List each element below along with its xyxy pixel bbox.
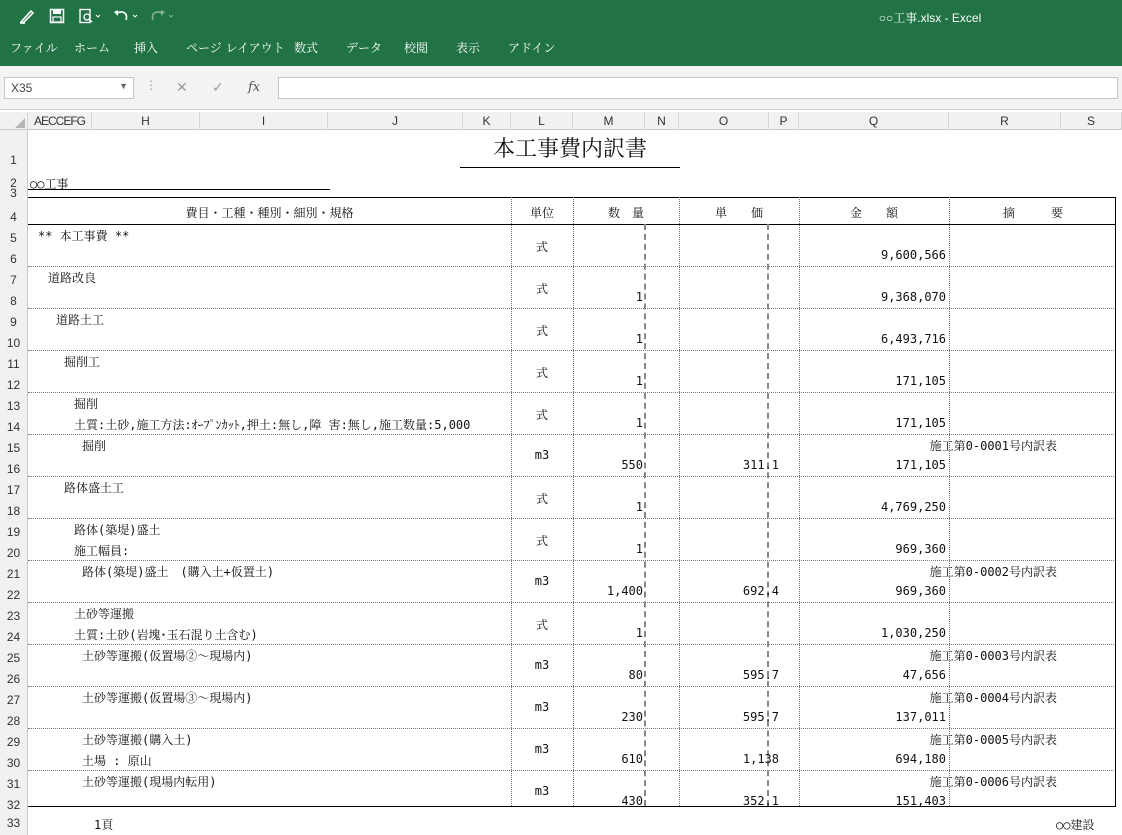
item-price: 352.1	[742, 794, 779, 808]
select-all-button[interactable]	[0, 112, 28, 130]
item-detail: 施工幅員:	[74, 544, 130, 558]
item-name: 土砂等運搬(現場内転用)	[82, 775, 217, 789]
row-separator	[28, 476, 1116, 477]
row-separator	[28, 560, 1116, 561]
item-amount: 969,360	[895, 542, 946, 556]
item-qty: 1,400	[606, 584, 643, 598]
project-name: ○○工事	[30, 177, 69, 191]
column-header[interactable]: M	[573, 112, 645, 130]
row-separator	[28, 308, 1116, 309]
item-unit: 式	[535, 282, 548, 296]
insert-function-icon[interactable]: fx	[248, 80, 261, 95]
row-header[interactable]: 17	[6, 483, 21, 497]
item-detail: 土質:土砂(岩塊･玉石混り土含む)	[74, 628, 258, 642]
item-qty: 1	[635, 290, 643, 304]
enter-icon[interactable]: ✓	[212, 80, 224, 96]
item-qty: 1	[635, 374, 643, 388]
header-note: 摘 要	[1002, 206, 1063, 220]
name-box-dropdown-icon[interactable]: ▼	[119, 81, 128, 91]
worksheet[interactable]	[28, 130, 1122, 835]
column-headers	[0, 112, 1122, 130]
item-unit: 式	[535, 618, 548, 632]
item-unit: 式	[535, 366, 548, 380]
cancel-icon[interactable]: ✕	[176, 80, 188, 96]
item-name: 路体盛土工	[64, 481, 125, 495]
row-separator	[28, 392, 1116, 393]
row-header[interactable]: 13	[6, 399, 21, 413]
item-name: 道路土工	[56, 313, 105, 327]
row-header[interactable]: 7	[10, 273, 17, 287]
item-unit: m3	[534, 574, 550, 588]
column-header[interactable]: L	[511, 112, 573, 130]
row-headers	[0, 130, 28, 835]
item-unit: 式	[535, 324, 548, 338]
column-header[interactable]: O	[679, 112, 769, 130]
name-box[interactable]	[4, 77, 134, 99]
item-qty: 1	[635, 626, 643, 640]
item-price: 595.7	[742, 668, 779, 682]
item-price: 595.7	[742, 710, 779, 724]
header-unit: 単位	[529, 206, 554, 220]
tab-formulas[interactable]: 数式	[294, 41, 319, 55]
title-underline	[460, 167, 680, 168]
item-name: 掘削	[74, 397, 99, 411]
row-separator	[28, 434, 1116, 435]
item-note: 施工第0-0005号内訳表	[929, 733, 1057, 747]
tab-home[interactable]: ホーム	[74, 41, 111, 55]
item-name: ** 本工事費 **	[38, 229, 130, 243]
item-amount: 171,105	[895, 416, 946, 430]
row-header[interactable]: 16	[6, 462, 21, 476]
row-header[interactable]: 29	[6, 735, 21, 749]
item-name: 土砂等運搬(仮置場②～現場内)	[82, 649, 253, 663]
item-unit: m3	[534, 742, 550, 756]
item-note: 施工第0-0002号内訳表	[929, 565, 1057, 579]
header-amount: 金 額	[849, 206, 898, 220]
item-amount: 171,105	[895, 374, 946, 388]
row-header[interactable]: 6	[10, 252, 17, 266]
row-header[interactable]: 9	[10, 315, 17, 329]
item-detail: 土質:土砂,施工方法:ｵｰﾌﾟﾝｶｯﾄ,押土:無し,障 害:無し,施工数量:5,000	[74, 418, 471, 432]
header-bottom-border	[28, 224, 1116, 225]
row-separator	[28, 770, 1116, 771]
item-amount: 151,403	[895, 794, 946, 808]
tab-page-layout[interactable]: ページ レイアウト	[186, 41, 285, 55]
company-name: ○○建設	[1056, 818, 1095, 832]
item-amount: 171,105	[895, 458, 946, 472]
row-header[interactable]: 26	[6, 672, 21, 686]
item-qty: 80	[628, 668, 643, 682]
row-header[interactable]: 33	[6, 816, 21, 830]
item-amount: 1,030,250	[880, 626, 946, 640]
item-name: 路体(築堤)盛土	[74, 523, 161, 537]
header-price: 単 価	[714, 206, 763, 220]
name-box-value: X35	[11, 81, 33, 95]
row-header[interactable]: 15	[6, 441, 21, 455]
column-header[interactable]: J	[328, 112, 463, 130]
formula-bar-grip-icon: ⋮	[145, 78, 157, 92]
row-separator	[28, 266, 1116, 267]
item-amount: 4,769,250	[880, 500, 946, 514]
column-header[interactable]: Q	[799, 112, 949, 130]
row-header[interactable]: 19	[6, 525, 21, 539]
row-separator	[28, 350, 1116, 351]
item-amount: 9,600,566	[880, 248, 946, 262]
item-qty: 1	[635, 542, 643, 556]
row-header[interactable]: 12	[6, 378, 21, 392]
tab-view[interactable]: 表示	[456, 41, 481, 55]
row-header[interactable]: 18	[6, 504, 21, 518]
print-preview-icon[interactable]	[76, 6, 104, 26]
project-underline	[28, 189, 330, 190]
row-header[interactable]: 10	[6, 336, 21, 350]
row-separator	[28, 728, 1116, 729]
row-header[interactable]: 31	[6, 777, 21, 791]
page-number: 1頁	[94, 818, 114, 832]
table-right-border	[1115, 197, 1116, 806]
table-top-border	[28, 197, 1116, 198]
row-header[interactable]: 30	[6, 756, 21, 770]
item-note: 施工第0-0001号内訳表	[929, 439, 1057, 453]
row-header[interactable]: 24	[6, 630, 21, 644]
tab-insert[interactable]: 挿入	[134, 41, 159, 55]
row-separator	[28, 602, 1116, 603]
row-separator	[28, 518, 1116, 519]
item-note: 施工第0-0006号内訳表	[929, 775, 1057, 789]
item-note: 施工第0-0004号内訳表	[929, 691, 1057, 705]
column-separator	[949, 197, 950, 806]
row-header[interactable]: 27	[6, 693, 21, 707]
item-unit: 式	[535, 240, 548, 254]
column-header[interactable]: I	[200, 112, 328, 130]
row-header[interactable]: 21	[6, 567, 21, 581]
row-header[interactable]: 28	[6, 714, 21, 728]
table-bottom-border	[28, 806, 1116, 807]
column-header[interactable]: S	[1061, 112, 1122, 130]
item-name: 土砂等運搬(仮置場③～現場内)	[82, 691, 253, 705]
item-unit: m3	[534, 784, 550, 798]
formula-input[interactable]	[278, 77, 1118, 99]
item-qty: 550	[621, 458, 643, 472]
item-amount: 6,493,716	[880, 332, 946, 346]
tab-addins[interactable]: アドイン	[508, 41, 556, 55]
ribbon-tabs	[0, 32, 1122, 66]
item-unit: 式	[535, 492, 548, 506]
row-header[interactable]: 32	[6, 798, 21, 812]
row-header[interactable]: 25	[6, 651, 21, 665]
item-name: 掘削工	[64, 355, 101, 369]
row-header[interactable]: 11	[7, 357, 20, 371]
item-name: 土砂等運搬	[74, 607, 135, 621]
item-unit: 式	[535, 408, 548, 422]
column-header[interactable]: AECCEFG	[28, 112, 92, 130]
row-header[interactable]: 3	[10, 186, 17, 200]
row-header[interactable]: 1	[10, 153, 17, 167]
item-qty: 230	[621, 710, 643, 724]
row-header[interactable]: 2	[10, 176, 17, 190]
item-amount: 9,368,070	[880, 290, 946, 304]
item-name: 掘削	[82, 439, 107, 453]
sheet-title: 本工事費内訳書	[492, 137, 647, 162]
tab-review[interactable]: 校閲	[404, 41, 429, 55]
item-qty: 1	[635, 416, 643, 430]
item-qty: 430	[621, 794, 643, 808]
row-header[interactable]: 23	[6, 609, 21, 623]
item-qty: 1	[635, 332, 643, 346]
item-price: 311.1	[742, 458, 779, 472]
row-header[interactable]: 22	[6, 588, 21, 602]
touch-mode-icon[interactable]	[14, 6, 40, 26]
window-title: ○○工事.xlsx - Excel	[878, 11, 982, 25]
item-price: 1,138	[742, 752, 779, 766]
item-unit: 式	[535, 534, 548, 548]
item-amount: 137,011	[895, 710, 946, 724]
formula-bar-area	[0, 66, 1122, 110]
row-separator	[28, 686, 1116, 687]
item-qty: 610	[621, 752, 643, 766]
item-note: 施工第0-0003号内訳表	[929, 649, 1057, 663]
title-bar	[0, 0, 1122, 32]
item-name: 路体(築堤)盛土 (購入土+仮置土)	[82, 565, 275, 579]
item-amount: 694,180	[895, 752, 946, 766]
item-name: 道路改良	[48, 271, 97, 285]
item-qty: 1	[635, 500, 643, 514]
row-header[interactable]: 14	[6, 420, 21, 434]
row-header[interactable]: 20	[6, 546, 21, 560]
tab-data[interactable]: データ	[346, 41, 383, 55]
redo-icon[interactable]	[146, 6, 178, 26]
row-separator	[28, 644, 1116, 645]
undo-icon[interactable]	[110, 6, 142, 26]
column-header[interactable]: R	[949, 112, 1061, 130]
item-amount: 47,656	[902, 668, 946, 682]
item-amount: 969,360	[895, 584, 946, 598]
header-qty: 数 量	[607, 206, 644, 220]
header-item: 費目・工種・種別・細別・規格	[185, 206, 354, 220]
column-header[interactable]: P	[769, 112, 799, 130]
column-header[interactable]: H	[92, 112, 200, 130]
item-unit: m3	[534, 658, 550, 672]
save-icon[interactable]	[46, 6, 68, 26]
row-header[interactable]: 8	[10, 294, 17, 308]
item-unit: m3	[534, 448, 550, 462]
row-header[interactable]: 5	[10, 231, 17, 245]
item-price: 692.4	[742, 584, 779, 598]
row-header[interactable]: 4	[10, 210, 17, 224]
column-header[interactable]: K	[463, 112, 511, 130]
item-unit: m3	[534, 700, 550, 714]
item-name: 土砂等運搬(購入土)	[82, 733, 193, 747]
tab-file[interactable]: ファイル	[10, 41, 58, 55]
item-detail: 土場 : 原山	[82, 754, 152, 768]
column-header[interactable]: N	[645, 112, 679, 130]
page-break-line	[644, 224, 646, 806]
